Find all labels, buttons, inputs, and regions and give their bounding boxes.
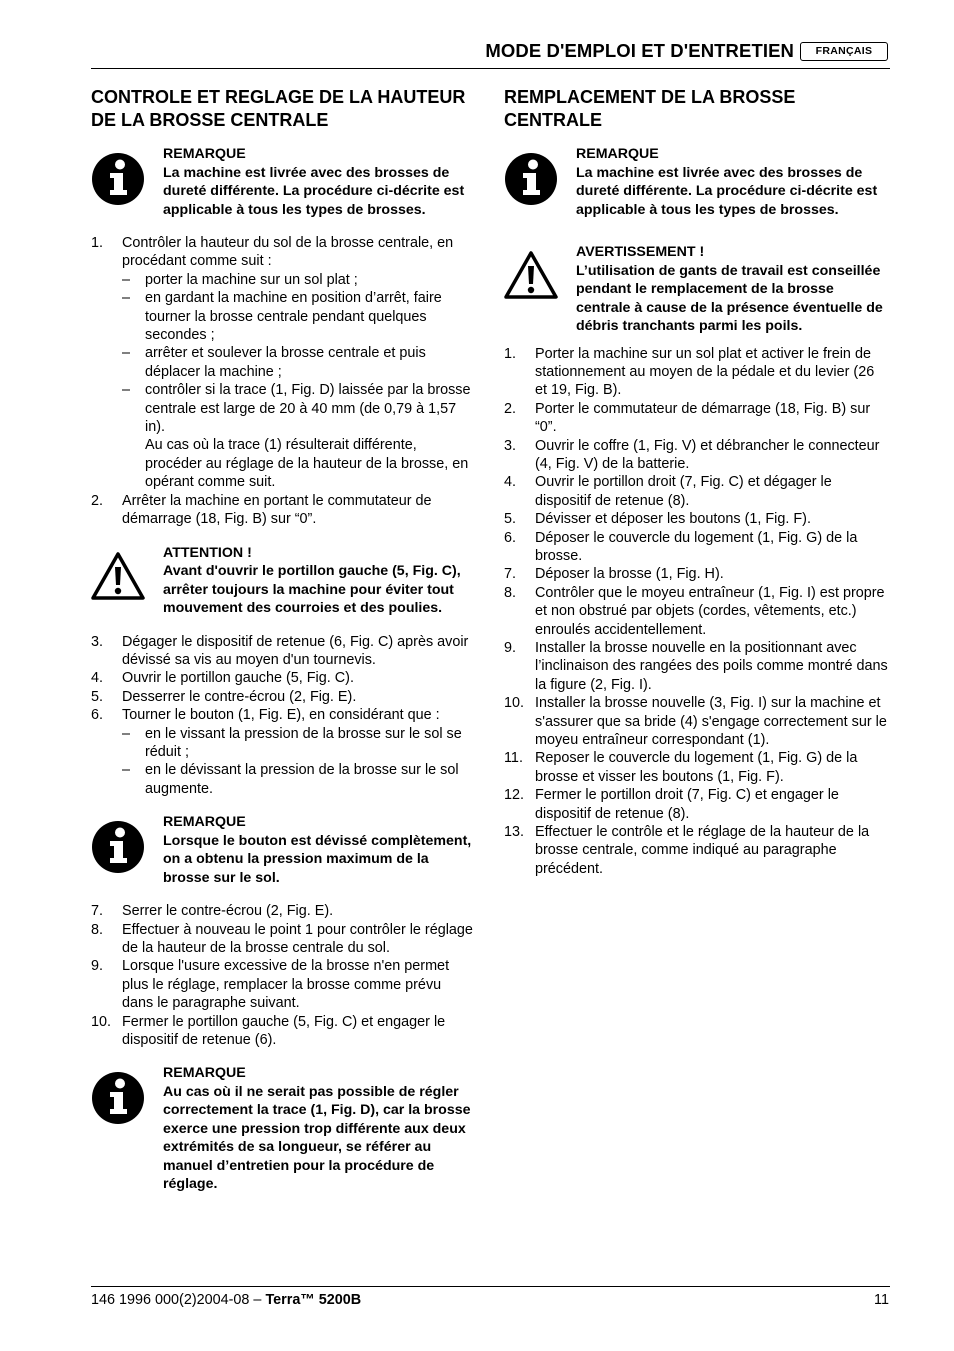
step-text: Desserrer le contre-écrou (2, Fig. E). bbox=[122, 688, 357, 705]
list-item bbox=[504, 510, 889, 528]
step-text: Installer la brosse nouvelle en la positionnant avec l’inclinaison des rangées des poils comme montré dans la figure (2, Fig. I). bbox=[535, 640, 888, 693]
list-item bbox=[91, 921, 476, 958]
sub-item: – contrôler si la trace (1, Fig. D) laissée par la brosse centrale est large de 20 à 40 mm (de 0,79 à 1,57 in). bbox=[122, 381, 476, 436]
list-item bbox=[504, 823, 889, 878]
step-number: 10. bbox=[504, 695, 525, 712]
step-text: Effectuer à nouveau le point 1 pour contrôler le réglage de la hauteur de la brosse centrale du sol. bbox=[122, 921, 473, 956]
steps-list-b bbox=[91, 633, 476, 799]
note-warning-right bbox=[504, 243, 889, 336]
list-item bbox=[91, 234, 476, 492]
step-text: Ouvrir le portillon droit (7, Fig. C) et dégager le dispositif de retenue (8). bbox=[535, 474, 832, 509]
info-icon bbox=[504, 152, 558, 206]
step-text: Tourner le bouton (1, Fig. E), en considérant que : bbox=[122, 707, 440, 724]
sub-item-text: en gardant la machine en position d’arrêt, faire tourner la brosse centrale pendant quelques secondes ; bbox=[145, 290, 442, 344]
note-warning bbox=[91, 544, 476, 618]
step-number: 10. bbox=[91, 1013, 112, 1030]
note-body: La machine est livrée avec des brosses de dureté différente. La procédure ci-décrite est applicable à tous les types de brosses. bbox=[576, 164, 878, 218]
step-number: 3. bbox=[91, 633, 104, 650]
step-text: Fermer le portillon droit (7, Fig. C) et engager le dispositif de retenue (8). bbox=[535, 787, 839, 822]
list-item bbox=[91, 688, 476, 706]
list-item bbox=[91, 706, 476, 798]
info-icon bbox=[91, 152, 145, 206]
step-text: Effectuer le contrôle et le réglage de la hauteur de la brosse centrale, comme indiqué au paragraphe précédent. bbox=[535, 824, 870, 877]
step-text: Installer la brosse nouvelle (3, Fig. I) sur la machine et s'assurer que sa bride (4) s'engage correctement sur le moyeu entraîneur correspondant (1). bbox=[535, 695, 887, 749]
step-number: 3. bbox=[504, 437, 517, 454]
sub-item: – arrêter et soulever la brosse centrale et puis déplacer la machine ; bbox=[122, 344, 476, 381]
list-item bbox=[91, 1013, 476, 1050]
list-item bbox=[91, 492, 476, 529]
step-number: 6. bbox=[91, 707, 104, 724]
list-item bbox=[504, 639, 889, 694]
list-item bbox=[504, 749, 889, 786]
list-item bbox=[504, 400, 889, 437]
footer-rule bbox=[91, 1286, 890, 1287]
note-heading: AVERTISSEMENT ! bbox=[576, 244, 705, 260]
steps-list-c bbox=[91, 902, 476, 1049]
sub-item: – en gardant la machine en position d’arrêt, faire tourner la brosse centrale pendant quelques secondes ; bbox=[122, 289, 476, 344]
step-number: 1. bbox=[504, 345, 517, 362]
header-rule bbox=[91, 68, 890, 69]
step-number: 8. bbox=[91, 921, 104, 938]
list-item bbox=[504, 694, 889, 749]
step-text: Ouvrir le portillon gauche (5, Fig. C). bbox=[122, 670, 354, 687]
step-number: 1. bbox=[91, 235, 104, 251]
sub-item: – en le dévissant la pression de la brosse sur le sol augmente. bbox=[122, 761, 476, 798]
sub-item-text: en le dévissant la pression de la brosse sur le sol augmente. bbox=[145, 762, 459, 797]
note-heading: ATTENTION ! bbox=[163, 544, 252, 561]
note-heading: REMARQUE bbox=[163, 146, 246, 162]
list-item bbox=[504, 565, 889, 583]
step-text: Reposer le couvercle du logement (1, Fig. G) de la brosse et visser les boutons (1, Fig. F). bbox=[535, 750, 858, 785]
step-number: 11. bbox=[504, 750, 523, 767]
step-text: Lorsque l'usure excessive de la brosse n'en permet plus le réglage, remplacer la brosse comme prévu dans le paragraphe suivant. bbox=[122, 958, 450, 1012]
sub-item-text: contrôler si la trace (1, Fig. D) laissée par la brosse centrale est large de 20 à 40 mm (de 0,79 à 1,57 in). bbox=[145, 382, 471, 436]
step-number: 9. bbox=[91, 958, 104, 975]
footer-doc-ref bbox=[91, 1292, 361, 1308]
note-heading: REMARQUE bbox=[576, 146, 659, 162]
list-item bbox=[504, 584, 889, 639]
step-number: 2. bbox=[91, 492, 104, 509]
sub-item: – porter la machine sur un sol plat ; bbox=[122, 271, 358, 288]
sub-item-continuation bbox=[122, 436, 476, 491]
left-column bbox=[91, 86, 476, 1209]
warning-icon bbox=[504, 250, 558, 300]
step-text: Porter le commutateur de démarrage (18, Fig. B) sur “0”. bbox=[535, 400, 871, 436]
note-body: Avant d'ouvrir le portillon gauche (5, Fig. C), arrêter toujours la machine pour éviter tout mouvement des courroies et des poulies. bbox=[163, 563, 461, 616]
step-text: Dévisser et déposer les boutons (1, Fig. F). bbox=[535, 511, 811, 528]
step-text: Contrôler la hauteur du sol de la brosse centrale, en procédant comme suit : bbox=[122, 235, 454, 270]
right-column bbox=[504, 86, 889, 893]
list-item bbox=[504, 437, 889, 474]
step-text: Ouvrir le coffre (1, Fig. V) et débrancher le connecteur (4, Fig. V) de la batterie. bbox=[535, 437, 880, 472]
step-number: 13. bbox=[504, 824, 525, 841]
sub-item-text: Au cas où la trace (1) résulterait différente, procéder au réglage de la hauteur de la brosse, en opérant comme suit. bbox=[145, 437, 469, 491]
step-text: Contrôler que le moyeu entraîneur (1, Fig. I) est propre et non obstrué par objets (cordes, vêtements, etc.) enroulés accidentellement. bbox=[535, 584, 885, 638]
sub-item-text: arrêter et soulever la brosse centrale et puis déplacer la machine ; bbox=[145, 345, 426, 380]
sub-item-text: en le vissant la pression de la brosse sur le sol se réduit ; bbox=[145, 725, 462, 760]
step-text: Dégager le dispositif de retenue (6, Fig. C) après avoir dévissé sa vis au moyen d'un tournevis. bbox=[122, 633, 469, 668]
note-body: L’utilisation de gants de travail est conseillée pendant le remplacement de la brosse centrale à cause de la présence éventuelle de débris tranchants parmi les poils. bbox=[576, 262, 883, 334]
step-number: 9. bbox=[504, 640, 517, 656]
note-heading: REMARQUE bbox=[163, 1065, 246, 1082]
list-item bbox=[504, 786, 889, 823]
warning-icon bbox=[91, 551, 145, 601]
list-item bbox=[504, 529, 889, 566]
note-body: La machine est livrée avec des brosses de dureté différente. La procédure ci-décrite est applicable à tous les types de brosses. bbox=[163, 164, 465, 218]
steps-list-a bbox=[91, 234, 476, 529]
step-number: 12. bbox=[504, 787, 525, 804]
step-number: 2. bbox=[504, 400, 517, 417]
step-text: Déposer le couvercle du logement (1, Fig. G) de la brosse. bbox=[535, 529, 858, 564]
list-item bbox=[91, 957, 476, 1012]
note-heading: REMARQUE bbox=[163, 814, 246, 831]
step-number: 5. bbox=[504, 511, 517, 528]
list-item bbox=[91, 633, 476, 670]
list-item bbox=[504, 473, 889, 510]
header-title: MODE D'EMPLOI ET D'ENTRETIEN bbox=[485, 40, 794, 61]
note-remark-right bbox=[504, 145, 889, 219]
list-item bbox=[91, 669, 476, 687]
doc-reference: 146 1996 000(2)2004-08 – bbox=[91, 1292, 266, 1308]
language-badge: FRANÇAIS bbox=[800, 42, 888, 61]
right-section-title: REMPLACEMENT DE LA BROSSE CENTRALE bbox=[504, 87, 796, 130]
note-remark-1 bbox=[91, 145, 476, 219]
step-number: 4. bbox=[91, 670, 104, 687]
note-remark-2 bbox=[91, 813, 476, 887]
step-text: Déposer la brosse (1, Fig. H). bbox=[535, 566, 724, 583]
step-number: 5. bbox=[91, 688, 104, 705]
step-text: Porter la machine sur un sol plat et activer le frein de stationnement au moyen de la pédale et du levier (26 et 19, Fig. B). bbox=[535, 345, 875, 399]
step-number: 7. bbox=[91, 903, 104, 920]
step-number: 8. bbox=[504, 584, 517, 601]
step-number: 4. bbox=[504, 474, 517, 491]
left-section-title: CONTROLE ET REGLAGE DE LA HAUTEUR DE LA BROSSE CENTRALE bbox=[91, 87, 466, 130]
step-text: Arrêter la machine en portant le commutateur de démarrage (18, Fig. B) sur “0”. bbox=[122, 492, 432, 528]
page-number: 11 bbox=[874, 1292, 889, 1308]
steps-list-right bbox=[504, 345, 889, 879]
sub-item-text: porter la machine sur un sol plat ; bbox=[145, 271, 358, 288]
info-icon bbox=[91, 820, 145, 874]
step-text: Serrer le contre-écrou (2, Fig. E). bbox=[122, 903, 334, 920]
step-number: 6. bbox=[504, 529, 517, 546]
list-item bbox=[504, 345, 889, 400]
note-body: Lorsque le bouton est dévissé complètement, on a obtenu la pression maximum de la brosse sur le sol. bbox=[163, 832, 472, 886]
note-remark-3 bbox=[91, 1064, 476, 1194]
product-name: Terra™ 5200B bbox=[265, 1292, 362, 1308]
info-icon bbox=[91, 1071, 145, 1125]
step-text: Fermer le portillon gauche (5, Fig. C) et engager le dispositif de retenue (6). bbox=[122, 1013, 446, 1048]
sub-item: – en le vissant la pression de la brosse sur le sol se réduit ; bbox=[122, 725, 476, 762]
note-body: Au cas où il ne serait pas possible de régler correctement la trace (1, Fig. D), car la brosse exerce une pression trop différente aux deux extrémités de sa longueur, se référer au manuel d’entretien pour la procédure de réglage. bbox=[163, 1083, 471, 1193]
step-number: 7. bbox=[504, 566, 517, 583]
list-item bbox=[91, 902, 476, 920]
